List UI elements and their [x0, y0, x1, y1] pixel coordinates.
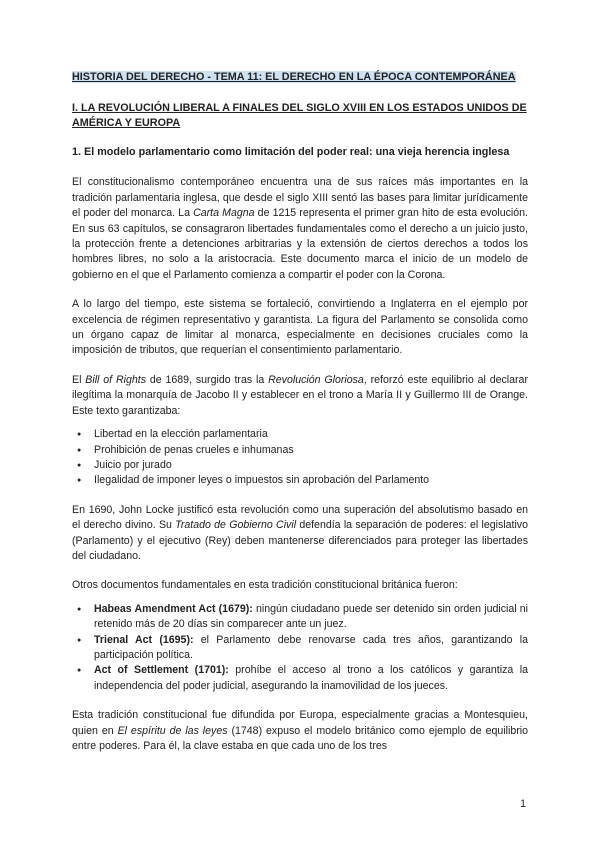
subsection-heading: 1. El modelo parlamentario como limitación del poder real: una vieja herencia inglesa: [72, 146, 510, 158]
list-item: [94, 663, 528, 694]
text-run: El constitucionalismo contemporáneo encuentra una de sus raíces más importantes en la tradición parlamentaria inglesa, que desde el siglo XIII sentó las bases para limitar jurídicamente el poder del monarca. La: [72, 176, 528, 220]
document-title: [72, 70, 528, 85]
text-run: En 1690, John Locke justificó esta revolución como una superación del absolutismo basado en el derecho divino. Su: [72, 503, 528, 532]
list-item: [94, 602, 528, 633]
italic-term: Bill of Rights: [85, 373, 146, 386]
documents-list: [72, 602, 528, 694]
document-name: Habeas Amendment Act (1679):: [94, 602, 253, 615]
section-heading: I. LA REVOLUCIÓN LIBERAL A FINALES DEL SIGLO XVIII EN LOS ESTADOS UNIDOS DE AMÉRICA Y EUROPA: [72, 102, 527, 129]
list-item: ● Ilegalidad de imponer leyes o impuestos sin aprobación del Parlamento: [94, 473, 528, 488]
list-item: ● Juicio por jurado: [94, 458, 528, 473]
text-run: , reforzó este equilibrio al declarar ilegítima la monarquía de Jacobo II y establecer en el trono a María II y Guillermo III de Orange. Este texto garantizaba:: [72, 373, 528, 417]
italic-term: El espíritu de las leyes: [117, 724, 228, 737]
text-run: defendía la separación de poderes: el legislativo (Parlamento) y el ejecutivo (Rey) deben mantenerse diferenciados para proteger las libertades del ciudadano.: [72, 519, 528, 562]
list-item: [94, 633, 528, 664]
italic-term: Carta Magna: [193, 207, 255, 220]
paragraph-locke: [72, 503, 528, 565]
paragraph-bill-of-rights: [72, 373, 528, 419]
list-item: ● Libertad en la elección parlamentaria: [94, 427, 528, 442]
paragraph-montesquieu: [72, 708, 528, 754]
text-run: El: [72, 373, 86, 386]
list-item: ● Prohibición de penas crueles e inhumanas: [94, 443, 528, 458]
document-name: Trienal Act (1695):: [94, 633, 194, 646]
document-description: el Parlamento debe renovarse cada tres años, garantizando la participación política.: [94, 633, 528, 661]
italic-term: Revolución Gloriosa: [268, 373, 364, 386]
document-page: [72, 70, 528, 768]
document-description: ningún ciudadano puede ser detenido sin orden judicial ni retenido más de 20 días sin comparecer ante un juez.: [94, 602, 528, 631]
paragraph-carta-magna: [72, 175, 528, 283]
document-title-text: HISTORIA DEL DERECHO - TEMA 11: EL DERECHO EN LA ÉPOCA CONTEMPORÁNEA: [72, 71, 516, 83]
page-number: 1: [520, 798, 526, 810]
paragraph-parliament: A lo largo del tiempo, este sistema se fortaleció, convirtiendo a Inglaterra en el ejemplo por excelencia de régimen representativo y garantista. La figura del Parlamento se consolida como un órgano capaz de limitar al monarca, especialmente en decisiones cruciales como la imposición de tributos, que requerían el consentimiento parlamentario.: [72, 298, 528, 357]
text-run: de 1215 representa el primer gran hito de esta evolución. En sus 63 capítulos, se consagraron libertades fundamentales como el derecho a un juicio justo, la protección frente a detenciones arbitrarias y la extensión de ciertos derechos a todos los hombres libres, no solo a la aristocracia. Este documento marca el inicio de un modelo de gobierno en el que el Parlamento comienza a compartir el poder con la Corona.: [72, 207, 528, 281]
document-name: Act of Settlement (1701):: [94, 664, 229, 677]
document-description: prohíbe el acceso al trono a los católicos y garantiza la independencia del poder judicial, asegurando la inamovilidad de los jueces.: [94, 664, 528, 692]
text-run: Esta tradición constitucional fue difundida por Europa, especialmente gracias a Montesquieu, quien en: [72, 709, 528, 737]
italic-term: Tratado de Gobierno Civil: [175, 519, 297, 532]
paragraph-other-documents: Otros documentos fundamentales en esta tradición constitucional británica fueron:: [72, 579, 458, 592]
text-run: (1748) expuso el modelo británico como ejemplo de equilibrio entre poderes. Para él, la clave estaba en que cada uno de los tres: [72, 724, 528, 752]
text-run: de 1689, surgido tras la: [146, 373, 269, 386]
guarantees-list: [72, 427, 528, 489]
